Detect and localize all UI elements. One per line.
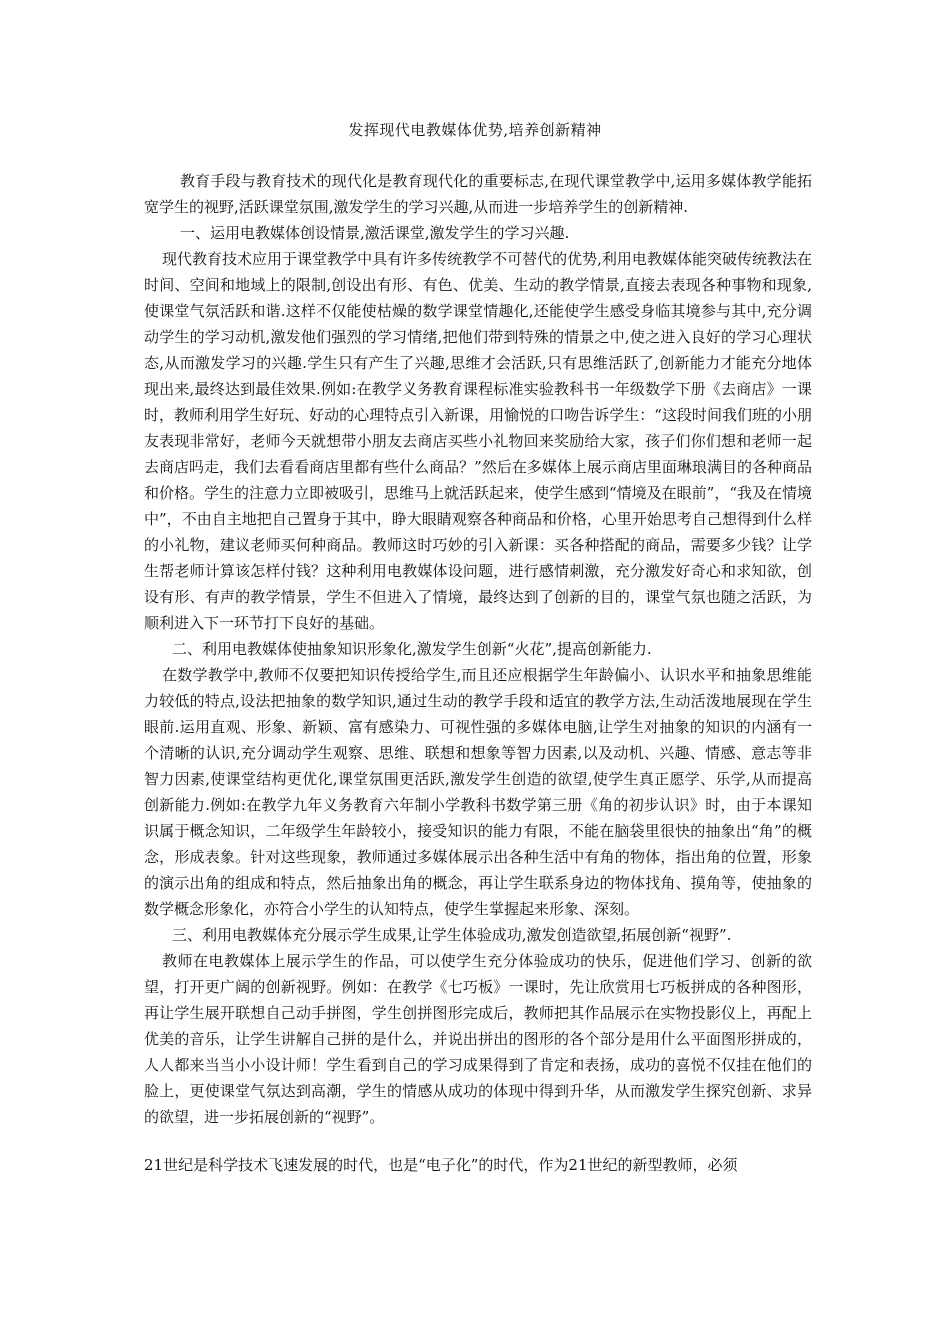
document-title: 发挥现代电教媒体优势,培养创新精神 (348, 121, 602, 139)
section-1-paragraph: 现代教育技术应用于课堂教学中具有许多传统教学不可替代的优势,利用电教媒体能突破传统教法在时间、空间和地域上的限制,创设出有形、有色、优美、生动的教学情景,直接去表现各种事物和现象,使课堂气氛活跃和谐.这样不仅能使枯燥的数学课堂情趣化,还能使学生感受身临其境参与其中,充分调动学生的学习动机,激发他们强烈的学习情绪,把他们带到特殊的情景之中,使之进入良好的学习心理状态,从而激发学习的兴趣.学生只有产生了兴趣,思维才会活跃,只有思维活跃了,创新能力才能充分地体现出来,最终达到最佳效果.例如:在教学义务教育课程标准实验教科书一年级数学下册《去商店》一课时，教师利用学生好玩、好动的心理特点引入新课，用愉悦的口吻告诉学生：“这段时间我们班的小朋友表现非常好，老师今天就想带小朋友去商店买些小礼物回来奖励给大家，孩子们你们想和老师一起去商店吗走，我们去看看商店里都有些什么商品？”然后在多媒体上展示商店里面琳琅满目的各种商品和价格。学生的注意力立即被吸引，思维马上就活跃起来，使学生感到“情境及在眼前”，“我及在情境中”，不由自主地把自己置身于其中，睁大眼睛观察各种商品和价格，心里开始思考自己想得到什么样的小礼物，建议老师买何种商品。教师这时巧妙的引入新课：买各种搭配的商品，需要多少钱？让学生帮老师计算该怎样付钱？这种利用电教媒体设问题，进行感情刺激，充分激发好奇心和求知欲，创设有形、有声的教学情景，学生不但进入了情境，最终达到了创新的目的，课堂气氛也随之活跃，为顺利进入下一环节打下良好的基础。 (144, 250, 813, 632)
document-body (144, 168, 812, 1178)
closing-paragraph: 21世纪是科学技术飞速发展的时代，也是“电子化”的时代，作为21世纪的新型教师，必须 (144, 1156, 738, 1174)
section-heading-1: 一、运用电教媒体创设情景,激活课堂,激发学生的学习兴趣. (180, 224, 570, 242)
intro-paragraph: 教育手段与教育技术的现代化是教育现代化的重要标志,在现代课堂教学中,运用多媒体教学能拓宽学生的视野,活跃课堂氛围,激发学生的学习兴趣,从而进一步培养学生的创新精神. (144, 172, 812, 216)
section-2-paragraph: 在数学教学中,教师不仅要把知识传授给学生,而且还应根据学生年龄偏小、认识水平和抽象思维能力较低的特点,设法把抽象的数学知识,通过生动的教学手段和适宜的教学方法,生动活泼地展现在学生眼前.运用直观、形象、新颖、富有感染力、可视性强的多媒体电脑,让学生对抽象的知识的内涵有一个清晰的认识,充分调动学生观察、思维、联想和想象等智力因素,以及动机、兴趣、情感、意志等非智力因素,使课堂结构更优化,课堂氛围更活跃,激发学生创造的欲望,使学生真正愿学、乐学,从而提高创新能力.例如:在教学九年义务教育六年制小学教科书数学第三册《角的初步认识》时，由于本课知识属于概念知识，二年级学生年龄较小，接受知识的能力有限，不能在脑袋里很快的抽象出“角”的概念，形成表象。针对这些现象，教师通过多媒体展示出各种生活中有角的物体，指出角的位置，形象的演示出角的组成和特点，然后抽象出角的概念，再让学生联系身边的物体找角、摸角等，使抽象的数学概念形象化，亦符合小学生的认知特点，使学生掌握起来形象、深刻。 (144, 666, 812, 918)
paragraph-gap (144, 1130, 812, 1152)
section-3-paragraph: 教师在电教媒体上展示学生的作品，可以使学生充分体验成功的快乐，促进他们学习、创新的欲望，打开更广阔的创新视野。例如：在教学《七巧板》一课时，先让欣赏用七巧板拼成的各种图形，再让学生展开联想自己动手拼图，学生创拼图形完成后，教师把其作品展示在实物投影仪上，再配上优美的音乐，让学生讲解自己拼的是什么，并说出拼出的图形的各个部分是用什么平面图形拼成的，人人都来当当小小设计师！学生看到自己的学习成果得到了肯定和表扬，成功的喜悦不仅挂在他们的脸上，更使课堂气氛达到高潮，学生的情感从成功的体现中得到升华，从而激发学生探究创新、求异的欲望，进一步拓展创新的“视野”。 (144, 952, 812, 1126)
section-heading-2: 二、利用电教媒体使抽象知识形象化,激发学生创新“火花”,提高创新能力. (172, 640, 652, 658)
section-heading-3: 三、利用电教媒体充分展示学生成果,让学生体验成功,激发创造欲望,拓展创新“视野”. (172, 926, 732, 944)
